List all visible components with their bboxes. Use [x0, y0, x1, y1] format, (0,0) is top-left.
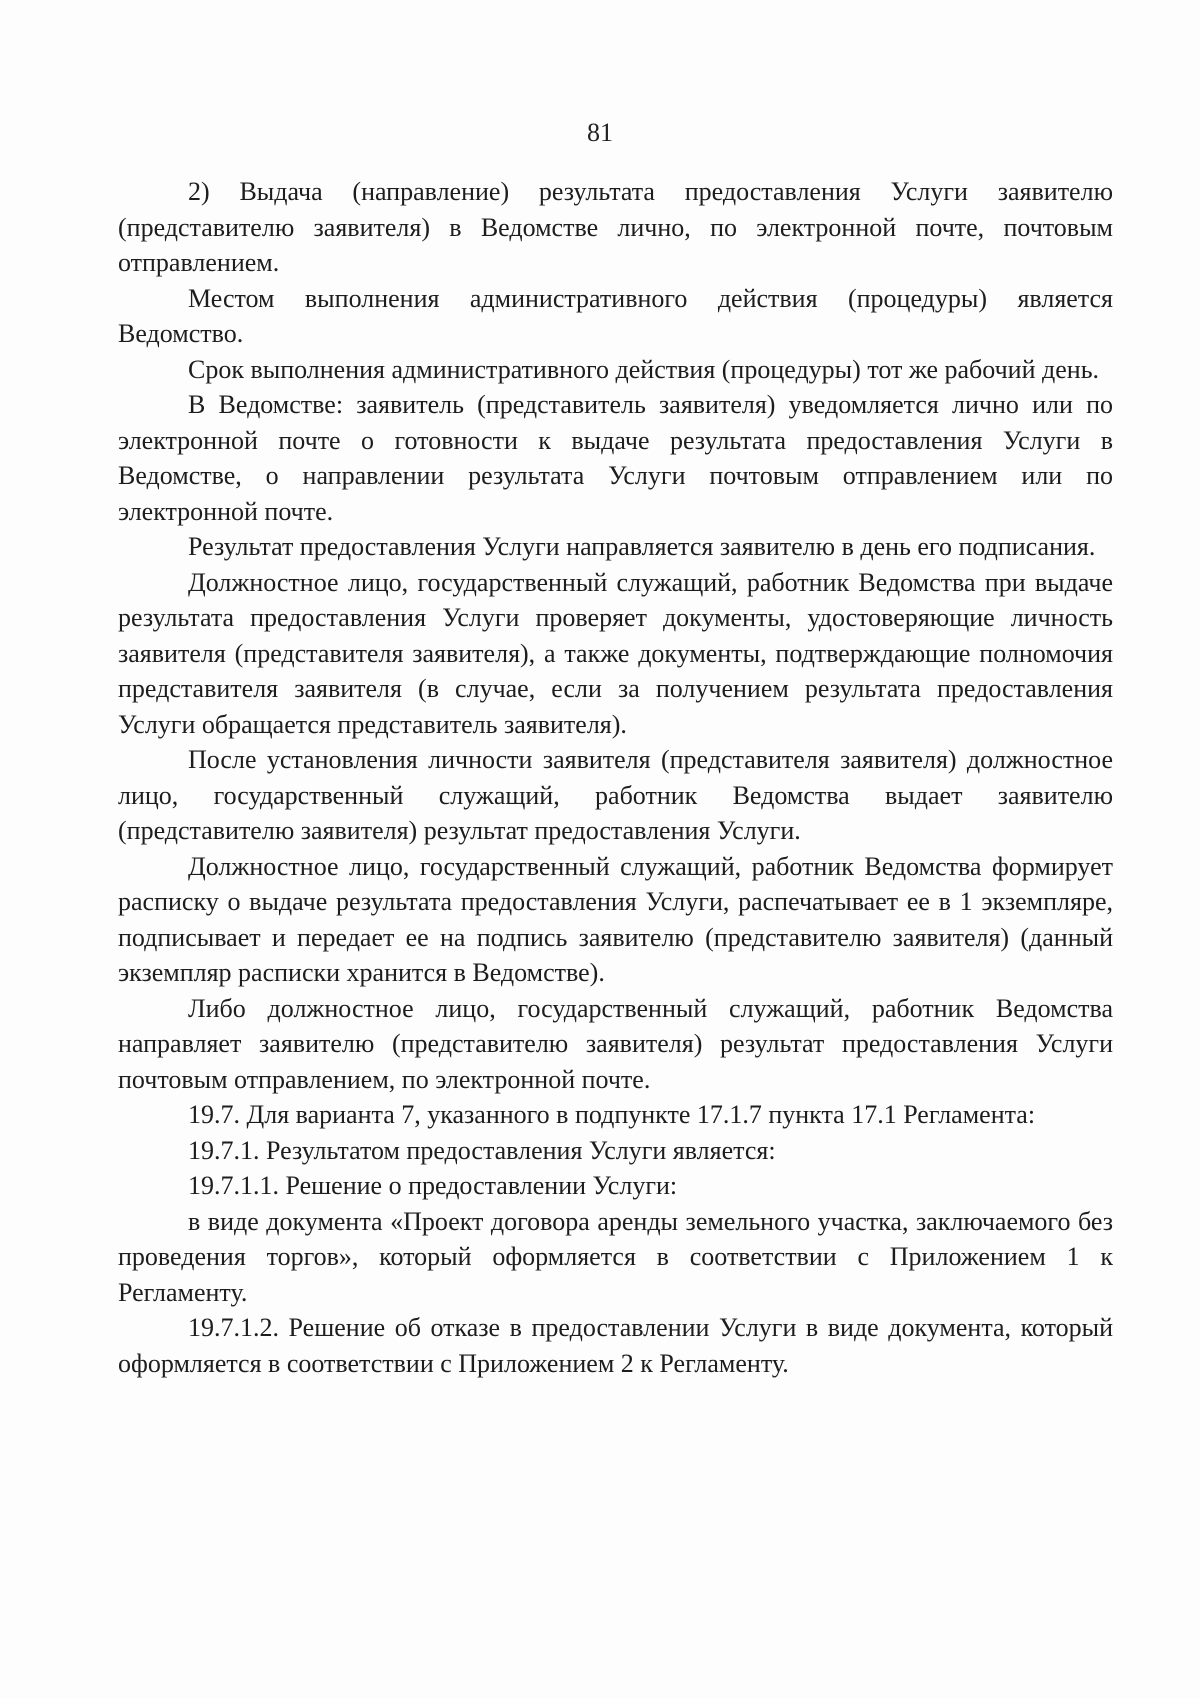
paragraph-lease-contract-draft: в виде документа «Проект договора аренды земельного участка, заключаемого без проведения торгов», который оформляется в соответствии с Приложением 1 к Регламенту. — [118, 1206, 1113, 1307]
paragraph-place-of-action: Местом выполнения административного действия (процедуры) является Ведомство. — [118, 283, 1113, 348]
document-body — [118, 174, 1113, 1381]
paragraph-receipt: Должностное лицо, государственный служащий, работник Ведомства формирует расписку о выдаче результата предоставления Услуги, распечатывает ее в 1 экземпляре, подписывает и передает ее на подпись заявителю (представителю заявителя) (данный экземпляр расписки хранится в Ведомстве). — [118, 851, 1113, 987]
paragraph-19-7-1-2: 19.7.1.2. Решение об отказе в предоставлении Услуги в виде документа, который оформляется в соответствии с Приложением 2 к Регламенту. — [118, 1313, 1113, 1378]
paragraph-issuance-result: 2) Выдача (направление) результата предоставления Услуги заявителю (представителю заявителя) в Ведомстве лично, по электронной почте, почтовым отправлением. — [118, 177, 1113, 277]
paragraph-19-7: 19.7. Для варианта 7, указанного в подпункте 17.1.7 пункта 17.1 Регламента: — [188, 1100, 1036, 1129]
paragraph-term-of-action: Срок выполнения административного действия (процедуры) тот же рабочий день. — [188, 354, 1100, 384]
paragraph-result-sent: Результат предоставления Услуги направляется заявителю в день его подписания. — [188, 532, 1096, 561]
paragraph-19-7-1-1: 19.7.1.1. Решение о предоставлении Услуги: — [188, 1171, 678, 1200]
paragraph-notification: В Ведомстве: заявитель (представитель заявителя) уведомляется лично или по электронной почте о готовности к выдаче результата предоставления Услуги в Ведомстве, о направлении результата Услуги почтовым отправлением или по электронной почте. — [118, 390, 1113, 526]
page-number: 81 — [587, 118, 613, 147]
paragraph-19-7-1: 19.7.1. Результатом предоставления Услуги является: — [188, 1135, 776, 1165]
paragraph-postal-delivery: Либо должностное лицо, государственный служащий, работник Ведомства направляет заявителю (представителю заявителя) результат предоставления Услуги почтовым отправлением, по электронной почте. — [118, 993, 1113, 1094]
paragraph-identity-check: Должностное лицо, государственный служащий, работник Ведомства при выдаче результата предоставления Услуги проверяет документы, удостоверяющие личность заявителя (представителя заявителя), а также документы, подтверждающие полномочия представителя заявителя (в случае, если за получением результата предоставления Услуги обращается представитель заявителя). — [118, 567, 1113, 739]
paragraph-result-handover: После установления личности заявителя (представителя заявителя) должностное лицо, государственный служащий, работник Ведомства выдает заявителю (представителю заявителя) результат предоставления Услуги. — [118, 745, 1113, 845]
